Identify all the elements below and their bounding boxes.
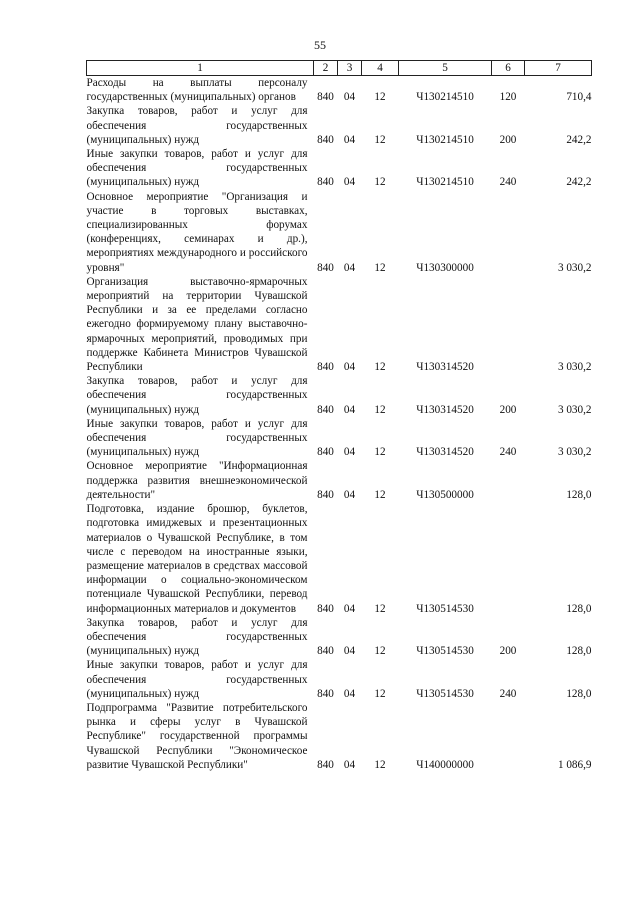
row-ministry-code: 840: [317, 91, 334, 104]
row-expense-type: [492, 275, 525, 374]
row-section-code: 04: [343, 488, 356, 501]
row-subsection-code: 12: [374, 602, 386, 615]
row-target-article: Ч130514530: [416, 645, 474, 658]
row-section-code: 04: [343, 133, 356, 146]
row-subsection-code: 12: [374, 403, 386, 416]
row-amount: 710,4: [566, 91, 592, 104]
row-target-article: Ч140000000: [416, 758, 474, 771]
row-subsection-code: 12: [374, 645, 386, 658]
table-row: [87, 374, 592, 417]
row-ministry-code: 840: [317, 758, 334, 771]
row-amount: 3 030,2: [557, 446, 592, 459]
row-target-article: Ч130314520: [416, 361, 474, 374]
row-section-code: 04: [343, 403, 356, 416]
row-description: Подготовка, издание брошюр, буклетов, подготовка имиджевых и презентационных материалов о Чувашской Республике, в том числе с переводом на иностранные языки, размещение материалов в средствах массовой информации о социально-экономическом потенциале Чувашской Республики, перевод информационных материалов и документов: [86, 503, 308, 615]
column-header-6: 6: [492, 61, 525, 76]
table-row: [87, 417, 592, 460]
row-expense-type: 240: [499, 176, 517, 189]
table-row: [87, 459, 592, 502]
table-row: [87, 616, 592, 659]
row-expense-type: 200: [499, 133, 517, 146]
row-section-code: 04: [343, 687, 356, 700]
row-expense-type: 240: [499, 446, 517, 459]
row-description: Основное мероприятие "Информационная поддержка развития внешнеэкономической деятельности": [86, 460, 308, 501]
row-ministry-code: 840: [317, 602, 334, 615]
row-description: Иные закупки товаров, работ и услуг для обеспечения государственных (муниципальных) нужд: [86, 148, 308, 189]
row-expense-type: [492, 701, 525, 772]
row-subsection-code: 12: [374, 91, 386, 104]
row-ministry-code: 840: [317, 488, 334, 501]
row-description: Закупка товаров, работ и услуг для обеспечения государственных (муниципальных) нужд: [86, 105, 308, 146]
row-subsection-code: 12: [374, 488, 386, 501]
row-subsection-code: 12: [374, 133, 386, 146]
row-subsection-code: 12: [374, 758, 386, 771]
row-section-code: 04: [343, 602, 356, 615]
row-target-article: Ч130500000: [416, 488, 474, 501]
table-row: [87, 76, 592, 105]
row-section-code: 04: [343, 361, 356, 374]
row-ministry-code: 840: [317, 645, 334, 658]
table-row: [87, 658, 592, 701]
row-ministry-code: 840: [317, 403, 334, 416]
row-description: Иные закупки товаров, работ и услуг для обеспечения государственных (муниципальных) нужд: [86, 659, 308, 700]
row-target-article: Ч130514530: [416, 602, 474, 615]
table-row: [87, 701, 592, 772]
row-target-article: Ч130214510: [416, 176, 474, 189]
row-amount: 3 030,2: [557, 403, 592, 416]
row-amount: 1 086,9: [557, 758, 592, 771]
row-expense-type: 200: [499, 645, 517, 658]
row-target-article: Ч130314520: [416, 446, 474, 459]
row-description: Закупка товаров, работ и услуг для обеспечения государственных (муниципальных) нужд: [86, 616, 308, 658]
row-target-article: Ч130514530: [416, 687, 474, 700]
row-amount: 3 030,2: [557, 361, 592, 374]
row-expense-type: 120: [499, 91, 517, 104]
row-section-code: 04: [343, 91, 356, 104]
row-subsection-code: 12: [374, 687, 386, 700]
column-header-7: 7: [525, 61, 592, 76]
row-section-code: 04: [343, 261, 356, 274]
column-header-2: 2: [314, 61, 338, 76]
row-description: Иные закупки товаров, работ и услуг для обеспечения государственных (муниципальных) нужд: [86, 417, 308, 459]
row-description: Основное мероприятие "Организация и участие в торговых выставках, специализированных форумах (конференциях, семинарах и др.), мероприятиях международного и российского уровня": [86, 190, 308, 274]
row-description: Закупка товаров, работ и услуг для обеспечения государственных (муниципальных) нужд: [86, 375, 308, 416]
table-row: [87, 190, 592, 275]
row-section-code: 04: [343, 446, 356, 459]
row-target-article: Ч130214510: [416, 91, 474, 104]
row-subsection-code: 12: [374, 176, 386, 189]
table-body: [87, 76, 592, 772]
column-header-5: 5: [399, 61, 492, 76]
column-header-4: 4: [362, 61, 399, 76]
row-amount: 128,0: [566, 602, 592, 615]
row-ministry-code: 840: [317, 361, 334, 374]
row-target-article: Ч130300000: [416, 261, 474, 274]
row-section-code: 04: [343, 645, 356, 658]
row-expense-type: [492, 190, 525, 275]
row-description: Расходы на выплаты персоналу государственных (муниципальных) органов: [86, 77, 308, 104]
row-target-article: Ч130214510: [416, 133, 474, 146]
row-target-article: Ч130314520: [416, 403, 474, 416]
table-row: [87, 502, 592, 616]
row-ministry-code: 840: [317, 133, 334, 146]
row-expense-type: [492, 459, 525, 502]
row-section-code: 04: [343, 176, 356, 189]
table-row: [87, 147, 592, 190]
row-ministry-code: 840: [317, 261, 334, 274]
row-description: Организация выставочно-ярмарочных мероприятий на территории Чувашской Республики и за ее пределами согласно ежегодно формируемому плану выставочно-ярмарочных мероприятий, проводимых при поддержке Кабинета Министров Чувашской Республики: [86, 275, 308, 374]
row-expense-type: 240: [499, 687, 517, 700]
row-subsection-code: 12: [374, 261, 386, 274]
row-ministry-code: 840: [317, 446, 334, 459]
table-row: [87, 104, 592, 147]
row-amount: 3 030,2: [557, 261, 592, 274]
column-header-1: 1: [87, 61, 314, 76]
row-ministry-code: 840: [317, 176, 334, 189]
page-number: 55: [314, 38, 326, 52]
row-amount: 128,0: [566, 645, 592, 658]
row-ministry-code: 840: [317, 687, 334, 700]
row-section-code: 04: [343, 758, 356, 771]
row-amount: 242,2: [566, 176, 592, 189]
row-amount: 242,2: [566, 133, 592, 146]
row-subsection-code: 12: [374, 446, 386, 459]
header-row: [87, 61, 592, 76]
row-expense-type: [492, 502, 525, 616]
row-subsection-code: 12: [374, 361, 386, 374]
table-header: [87, 61, 592, 76]
table-row: [87, 275, 592, 374]
row-expense-type: 200: [499, 403, 517, 416]
column-header-3: 3: [338, 61, 362, 76]
budget-table: [86, 60, 592, 772]
row-amount: 128,0: [566, 488, 592, 501]
row-amount: 128,0: [566, 687, 592, 700]
row-description: Подпрограмма "Развитие потребительского рынка и сферы услуг в Чувашской Республике" государственной программы Чувашской Республики "Экономическое развитие Чувашской Республики": [86, 701, 308, 771]
